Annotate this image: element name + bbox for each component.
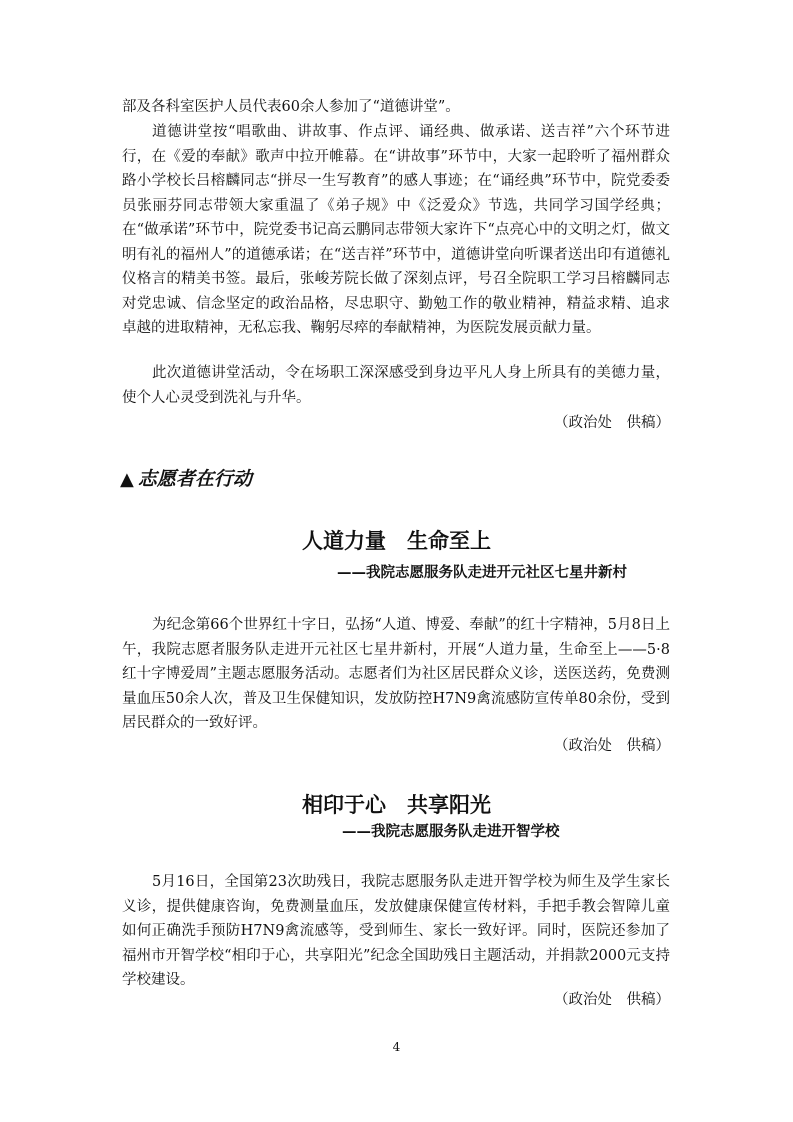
article1-signature: （政治处 供稿） <box>554 415 670 431</box>
article1-closing-paragraph: 此次道德讲堂活动，令在场职工深深感受到身边平凡人身上所具有的美德力量，使个人心灵受到洗礼与升华。 <box>122 365 670 406</box>
article3-title: 相印于心 共享阳光 <box>302 793 491 817</box>
article2-signature: （政治处 供稿） <box>554 738 670 754</box>
article2-title: 人道力量 生命至上 <box>302 529 491 553</box>
page-number: 4 <box>392 1040 401 1054</box>
section-header <box>120 466 252 493</box>
article2-subtitle: ——我院志愿服务队走进开元社区七星井新村 <box>337 565 627 581</box>
article3-signature: （政治处 供稿） <box>554 992 670 1008</box>
article1-continuation-paragraph: 部及各科室医护人员代表60余人参加了“道德讲堂”。 <box>122 99 460 115</box>
article3-body: 5月16日，全国第23次助残日，我院志愿服务队走进开智学校为师生及学生家长义诊，提供健康咨询，免费测量血压，发放健康保健宣传材料，手把手教会智障儿童如何正确洗手预防H7N9禽流感等，受到师生、家长一致好评。同时，医院还参加了福州市开智学校“相印于心，共享阳光”纪念全国助残日主题活动，并捐款2000元支持学校建设。 <box>122 874 670 988</box>
article1-main-paragraph: 道德讲堂按“唱歌曲、讲故事、作点评、诵经典、做承诺、送吉祥”六个环节进行，在《爱的奉献》歌声中拉开帷幕。在“讲故事”环节中，大家一起聆听了福州群众路小学校长吕榕麟同志“拼尽一生写教育”的感人事迹；在“诵经典”环节中，院党委委员张丽芬同志带领大家重温了《弟子规》中《泛爱众》节选，共同学习国学经典；在“做承诺”环节中，院党委书记高云鹏同志带领大家许下“点亮心中的文明之灯，做文明有礼的福州人”的道德承诺；在“送吉祥”环节中，道德讲堂向听课者送出印有道德礼仪格言的精美书签。最后，张峻芳院长做了深刻点评，号召全院职工学习吕榕麟同志对党忠诚、信念坚定的政治品格，尽忠职守、勤勉工作的敬业精神，精益求精、追求卓越的进取精神，无私忘我、鞠躬尽瘁的奉献精神，为医院发展贡献力量。 <box>122 124 670 336</box>
section-title: 志愿者在行动 <box>137 468 252 490</box>
article2-body: 为纪念第66个世界红十字日，弘扬“人道、博爱、奉献”的红十字精神，5月8日上午，我院志愿者服务队走进开元社区七星井新村，开展“人道力量，生命至上——5·8红十字博爱周”主题志愿服务活动。志愿者们为社区居民群众义诊，送医送药，免费测量血压50余人次，普及卫生保健知识，发放防控H7N9禽流感防宣传单80余份，受到居民群众的一致好评。 <box>122 617 670 731</box>
triangle-icon: ▲ <box>120 469 134 490</box>
article3-subtitle: ——我院志愿服务队走进开智学校 <box>342 824 560 840</box>
